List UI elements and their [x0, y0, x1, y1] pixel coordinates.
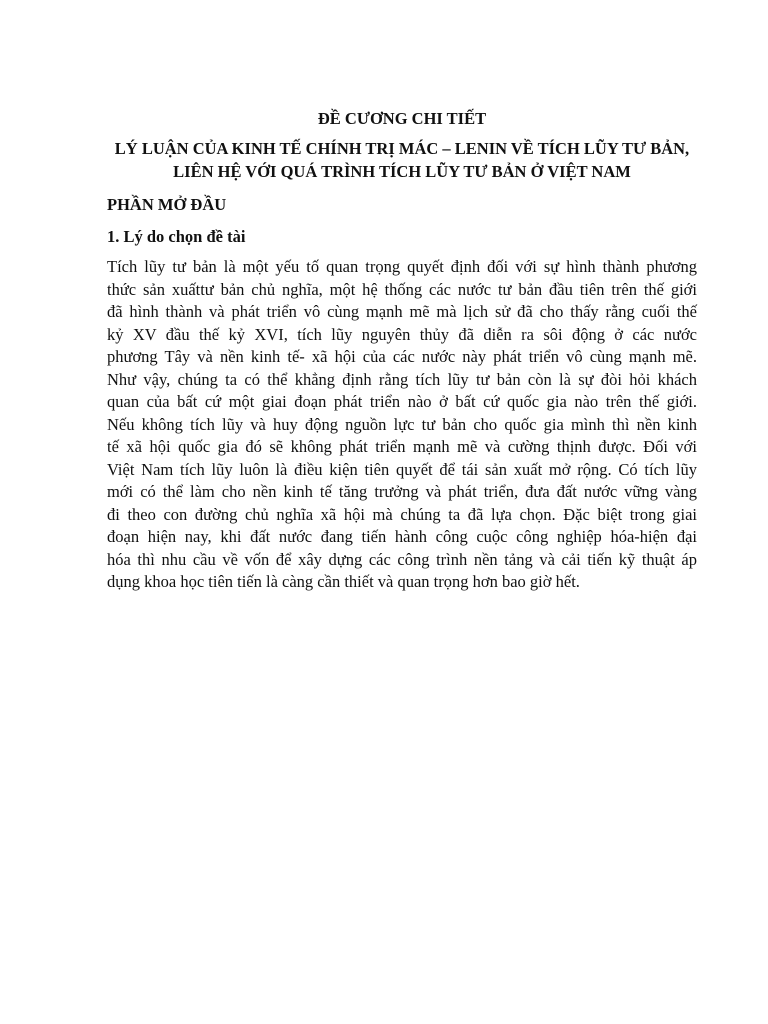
paragraph-line: phương Tây và nền kinh tế- xã hội của các nước này phát triển vô cùng mạnh mẽ.	[107, 347, 697, 366]
paragraph-line: hóa thì nhu cầu về vốn để xây dựng các công trình nền tảng và cải tiến kỹ thuật áp	[107, 549, 697, 569]
paragraph-line: quan của bất cứ một giai đoạn phát triển nào ở bất cứ quốc gia nào trên thế giới.	[107, 392, 697, 411]
body-paragraph	[107, 256, 697, 594]
paragraph-line: dụng khoa học tiên tiến là càng cần thiết và quan trọng hơn bao giờ hết.	[107, 572, 580, 591]
paragraph-line: mới có thể làm cho nền kinh tế tăng trưởng và phát triển, đưa đất nước vững vàng	[107, 482, 697, 501]
paragraph-line: đi theo con đường chủ nghĩa xã hội mà chúng ta đã lựa chọn. Đặc biệt trong giai	[107, 504, 697, 524]
paragraph-line: Tích lũy tư bản là một yếu tố quan trọng quyết định đối với sự hình thành phương	[107, 257, 697, 276]
paragraph-line: kỷ XV đầu thế kỷ XVI, tích lũy nguyên thủy đã diễn ra sôi động ở các nước	[107, 324, 697, 344]
paragraph-line: thức sản xuấttư bản chủ nghĩa, một hệ thống các nước tư bản đầu tiên trên thế giới	[107, 279, 697, 299]
document-title: ĐỀ CƯƠNG CHI TIẾT	[317, 109, 487, 128]
paragraph-line: Như vậy, chúng ta có thể khẳng định rằng tích lũy tư bản còn là sự đòi hỏi khách	[107, 369, 697, 389]
paragraph-line: đoạn hiện nay, khi đất nước đang tiến hành công cuộc công nghiệp hóa-hiện đại	[107, 527, 697, 546]
document-subtitle	[107, 137, 697, 183]
paragraph-line: tế xã hội quốc gia đó sẽ không phát triển mạnh mẽ và cường thịnh được. Đối với	[107, 437, 697, 456]
subsection-heading: 1. Lý do chọn đề tài	[107, 227, 246, 246]
subtitle-line: LÝ LUẬN CỦA KINH TẾ CHÍNH TRỊ MÁC – LENIN VỀ TÍCH LŨY TƯ BẢN,	[114, 139, 690, 158]
document-content	[107, 108, 697, 594]
paragraph-line: đã hình thành và phát triển vô cùng mạnh mẽ mà lịch sử đã cho thấy rằng cuối thế	[107, 302, 697, 321]
subtitle-line: LIÊN HỆ VỚI QUÁ TRÌNH TÍCH LŨY TƯ BẢN Ở VIỆT NAM	[173, 162, 631, 181]
section-heading: PHẦN MỞ ĐẦU	[107, 195, 227, 214]
paragraph-line: Nếu không tích lũy và huy động nguồn lực tư bản cho quốc gia mình thì nền kinh	[107, 414, 697, 434]
paragraph-line: Việt Nam tích lũy luôn là điều kiện tiên quyết để tái sản xuất mở rộng. Có tích lũy	[107, 459, 697, 479]
